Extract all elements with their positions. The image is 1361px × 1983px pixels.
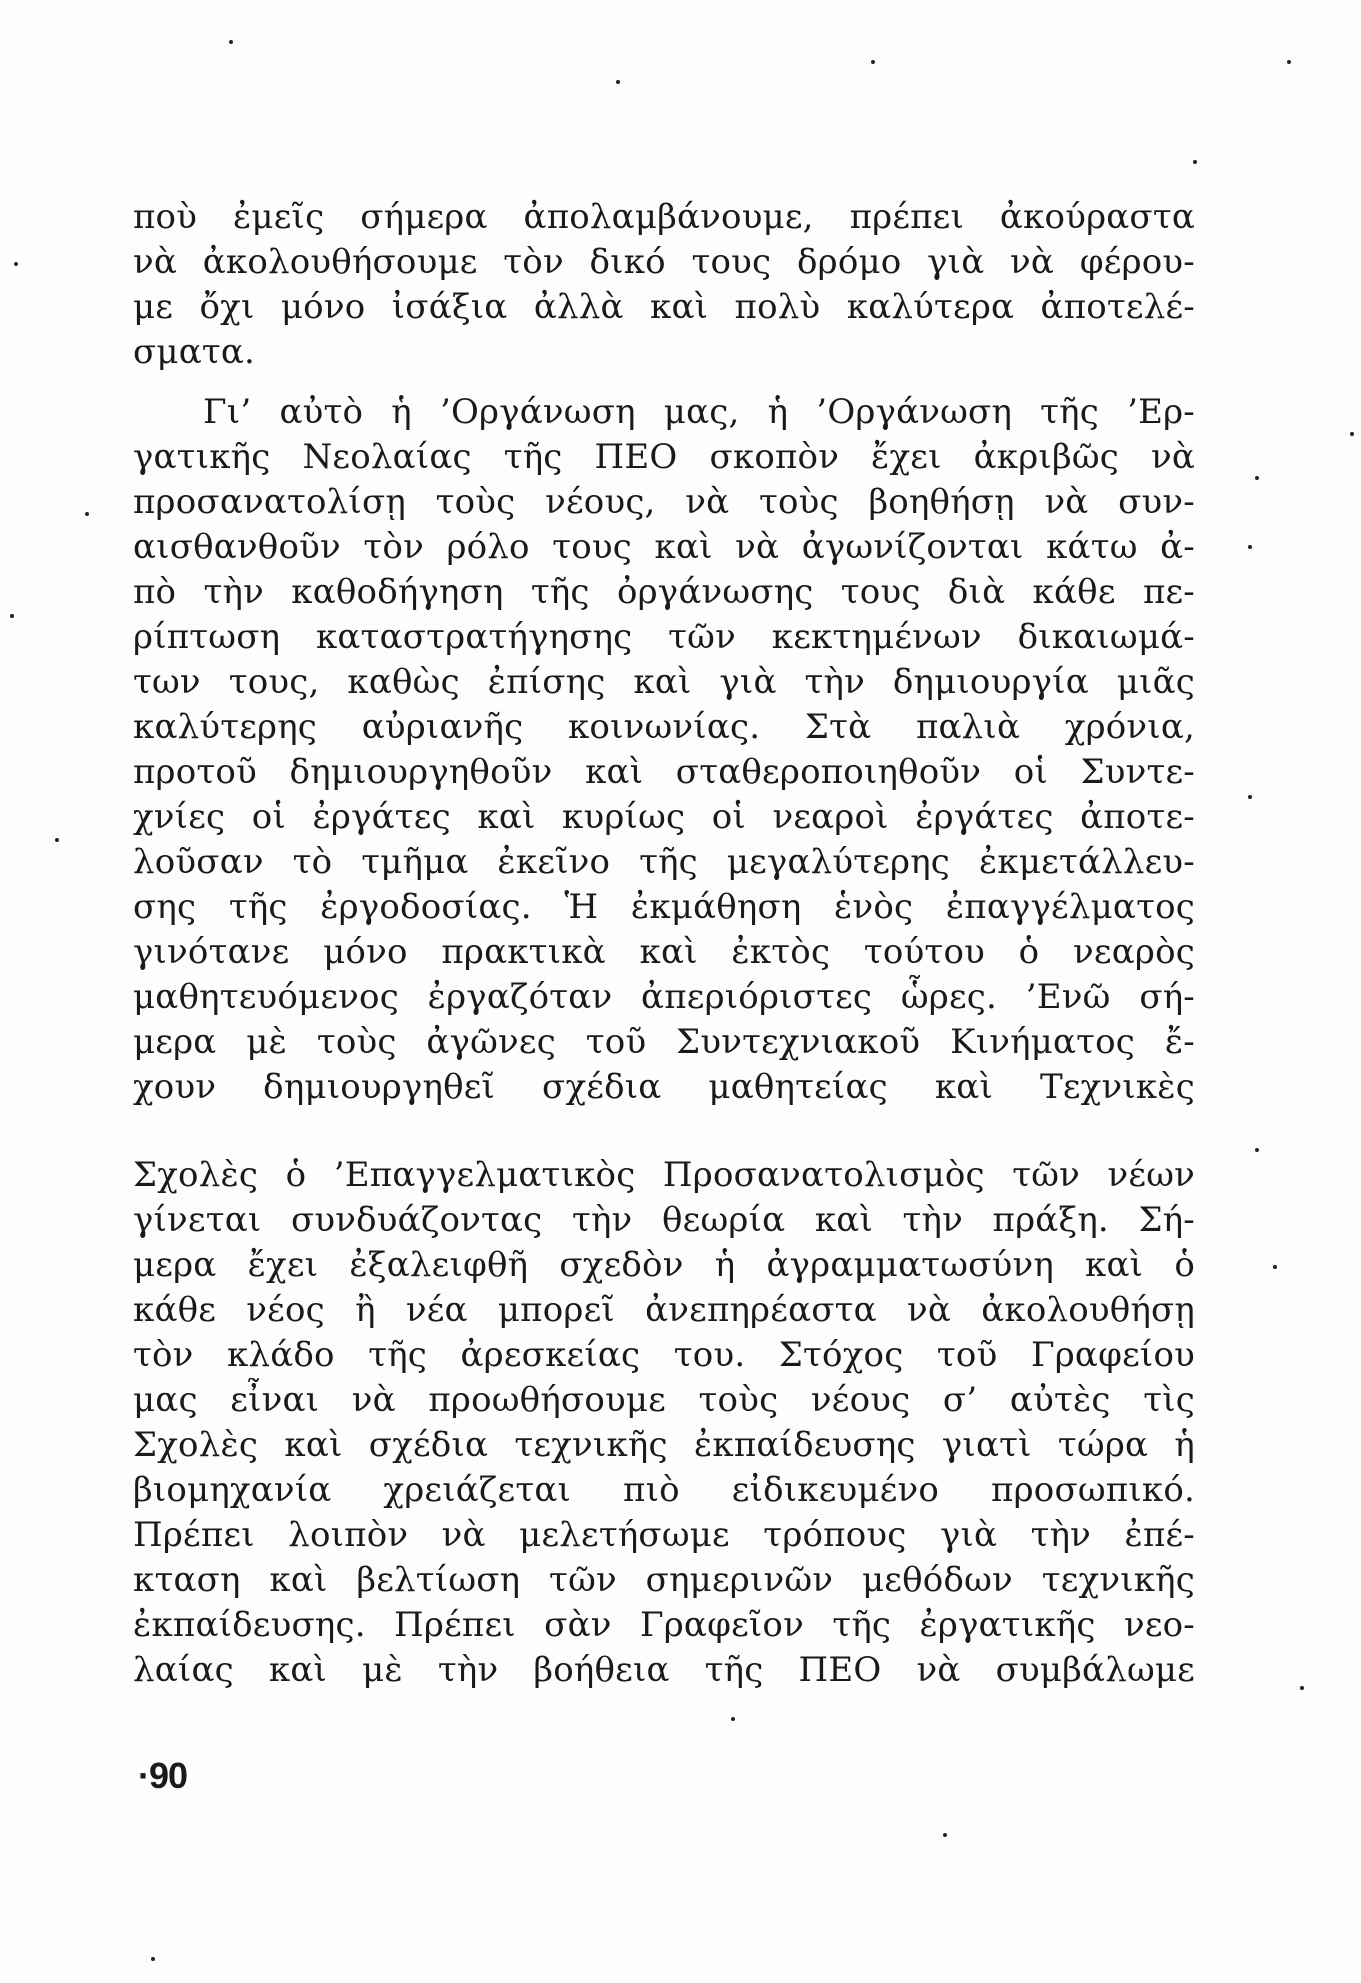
- text-line: λαίας καὶ μὲ τὴν βοήθεια τῆς ΠΕΟ νὰ συμβάλωμε: [133, 1650, 1195, 1690]
- text-line: νὰ ἀκολουθήσουμε τὸν δικό τους δρόμο γιὰ νὰ φέρου-: [133, 242, 1195, 282]
- text-line: Σχολὲς καὶ σχέδια τεχνικῆς ἐκπαίδευσης γιατὶ τώρα ἡ: [133, 1425, 1195, 1465]
- text-line: μας εἶναι νὰ προωθήσουμε τοὺς νέους σ’ αὐτὲς τὶς: [133, 1380, 1195, 1420]
- scan-speck: [943, 1833, 947, 1837]
- text-line: βιομηχανία χρειάζεται πιὸ εἰδικευμένο προσωπικό.: [133, 1470, 1195, 1510]
- text-line: των τους, καθὼς ἐπίσης καὶ γιὰ τὴν δημιουργία μιᾶς: [133, 662, 1195, 702]
- paragraph-organisation: [133, 390, 1195, 1110]
- scan-speck: [14, 262, 18, 266]
- text-line: με ὄχι μόνο ἰσάξια ἀλλὰ καὶ πολὺ καλύτερα ἀποτελέ-: [133, 287, 1195, 327]
- text-line: γατικῆς Νεολαίας τῆς ΠΕΟ σκοπὸν ἔχει ἀκριβῶς νὰ: [133, 437, 1195, 477]
- scan-speck: [1255, 1148, 1259, 1152]
- page-number-dot: ·: [138, 1755, 149, 1796]
- text-line: χουν δημιουργηθεῖ σχέδια μαθητείας καὶ Τεχνικὲς: [133, 1067, 1195, 1107]
- text-line: σματα.: [133, 332, 256, 372]
- text-line: καλύτερης αὐριανῆς κοινωνίας. Στὰ παλιὰ χρόνια,: [133, 707, 1195, 747]
- text-line: μαθητευόμενος ἐργαζόταν ἀπεριόριστες ὧρες. ’Ενῶ σή-: [133, 977, 1195, 1017]
- scan-speck: [1248, 795, 1252, 799]
- scan-speck: [151, 1957, 155, 1961]
- text-line: τὸν κλάδο τῆς ἀρεσκείας του. Στόχος τοῦ Γραφείου: [133, 1335, 1195, 1375]
- text-line: λοῦσαν τὸ τμῆμα ἐκεῖνο τῆς μεγαλύτερης ἐκμετάλλευ-: [133, 842, 1195, 882]
- text-line: γίνεται συνδυάζοντας τὴν θεωρία καὶ τὴν πράξη. Σή-: [133, 1200, 1195, 1240]
- scan-speck: [85, 512, 89, 516]
- paragraph-schools: [133, 1153, 1195, 1693]
- scan-speck: [871, 60, 875, 64]
- text-line: αισθανθοῦν τὸν ρόλο τους καὶ νὰ ἀγωνίζονται κάτω ἀ-: [133, 527, 1195, 567]
- scan-speck: [1193, 160, 1197, 164]
- scan-speck: [1273, 1265, 1277, 1269]
- scan-speck: [1287, 60, 1291, 64]
- scan-speck: [1350, 432, 1354, 436]
- text-line: πὸ τὴν καθοδήγηση τῆς ὀργάνωσης τους διὰ κάθε πε-: [133, 572, 1195, 612]
- text-line: γινότανε μόνο πρακτικὰ καὶ ἐκτὸς τούτου ὁ νεαρὸς: [133, 932, 1195, 972]
- scan-speck: [731, 1717, 735, 1721]
- scan-speck: [55, 838, 59, 842]
- text-line: Σχολὲς ὁ ’Επαγγελματικὸς Προσανατολισμὸς τῶν νέων: [133, 1155, 1195, 1195]
- scan-speck: [1248, 545, 1252, 549]
- text-line: προτοῦ δημιουργηθοῦν καὶ σταθεροποιηθοῦν οἱ Συντε-: [133, 752, 1195, 792]
- text-line: κταση καὶ βελτίωση τῶν σημερινῶν μεθόδων τεχνικῆς: [133, 1560, 1195, 1600]
- text-line: κάθε νέος ἢ νέα μπορεῖ ἀνεπηρέαστα νὰ ἀκολουθήσῃ: [133, 1290, 1195, 1330]
- text-line: Γι’ αὐτὸ ἡ ’Οργάνωση μας, ἡ ’Οργάνωση τῆς ’Ερ-: [203, 392, 1195, 432]
- text-line: μερα ἔχει ἐξαλειφθῆ σχεδὸν ἡ ἀγραμματωσύνη καὶ ὁ: [133, 1245, 1195, 1285]
- page-number-value: 90: [149, 1755, 188, 1796]
- scan-speck: [1255, 476, 1259, 480]
- paragraph-continuation: [133, 195, 1195, 375]
- text-line: μερα μὲ τοὺς ἀγῶνες τοῦ Συντεχνιακοῦ Κινήματος ἔ-: [133, 1022, 1195, 1062]
- text-line: σης τῆς ἐργοδοσίας. Ἡ ἐκμάθηση ἑνὸς ἐπαγγέλματος: [133, 887, 1195, 927]
- scan-speck: [616, 80, 620, 84]
- page-number: [138, 1752, 187, 1800]
- scan-speck: [10, 614, 14, 618]
- text-line: ρίπτωση καταστρατήγησης τῶν κεκτημένων δικαιωμά-: [133, 617, 1195, 657]
- text-line: ἐκπαίδευσης. Πρέπει σὰν Γραφεῖον τῆς ἐργατικῆς νεο-: [133, 1605, 1195, 1645]
- text-line: προσανατολίσῃ τοὺς νέους, νὰ τοὺς βοηθήσῃ νὰ συν-: [133, 482, 1195, 522]
- scan-speck: [229, 40, 233, 44]
- text-line: Πρέπει λοιπὸν νὰ μελετήσωμε τρόπους γιὰ τὴν ἐπέ-: [133, 1515, 1195, 1555]
- text-line: χνίες οἱ ἐργάτες καὶ κυρίως οἱ νεαροὶ ἐργάτες ἀποτε-: [133, 797, 1195, 837]
- scan-speck: [1300, 1686, 1304, 1690]
- text-line: ποὺ ἐμεῖς σήμερα ἀπολαμβάνουμε, πρέπει ἀκούραστα: [133, 197, 1195, 237]
